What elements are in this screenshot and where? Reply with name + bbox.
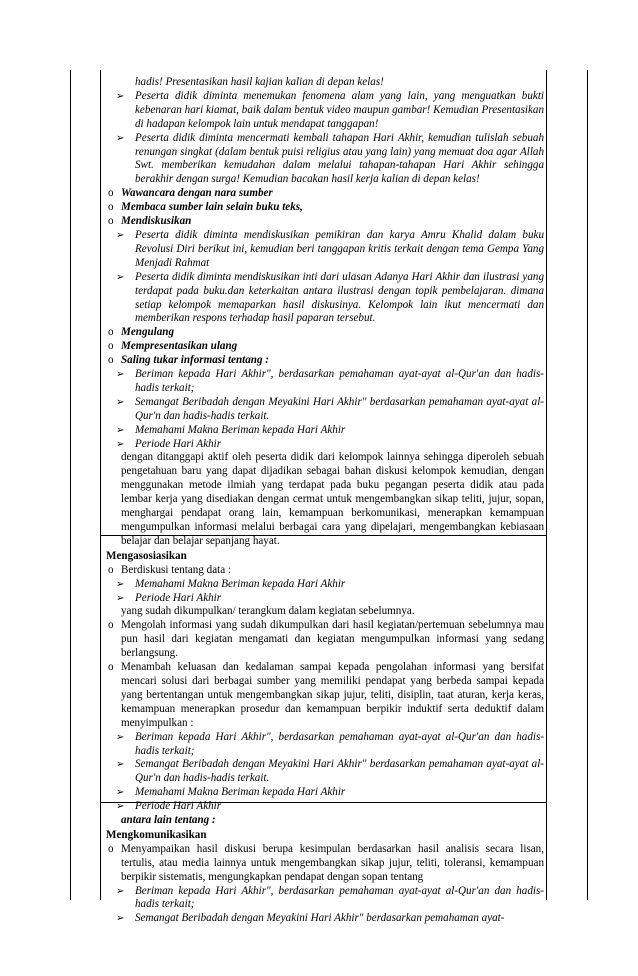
arrow-item: ➢ Peserta didik diminta mendiskusikan pemikiran dan karya Amru Khalid dalam buku Revolusi Diri berikut ini, kemudian beri tanggapan kritis terkait dengan tema Gempa Yang Menjadi Rahmat	[116, 228, 544, 269]
circle-bullet-icon: o	[108, 201, 114, 214]
arrow-bullet-icon: ➢	[116, 438, 125, 450]
arrow-bullet-icon: ➢	[116, 731, 125, 743]
arrow-item: ➢ Beriman kepada Hari Akhir", berdasarkan pemahaman ayat-ayat al-Qur'an dan hadis-hadis terkait;	[116, 730, 544, 757]
arrow-item: ➢ Beriman kepada Hari Akhir", berdasarkan pemahaman ayat-ayat al-Qur'an dan hadis-hadis terkait;	[116, 884, 544, 911]
arrow-item: ➢ Peserta didik diminta mendiskusikan inti dari ulasan Adanya Hari Akhir dan ilustrasi yang terdapat pada buku.dan keterkaitan antara ilustrasi dengan topik pembelajaran. dimana setiap kelompok memaparkan hasil diskusinya. Kelompok lain ikut mencermati dan memberikan respons terhadap hasil paparan tersebut.	[116, 270, 544, 325]
arrow-bullet-icon: ➢	[116, 396, 125, 408]
arrow-bullet-icon: ➢	[116, 424, 125, 436]
circle-bullet-icon: o	[108, 842, 114, 855]
arrow-item: ➢ Periode Hari Akhir	[116, 591, 222, 604]
arrow-item: ➢ Beriman kepada Hari Akhir", berdasarkan pemahaman ayat-ayat al-Qur'an dan hadis-hadis terkait;	[116, 368, 544, 394]
continuation-line: hadis! Presentasikan hasil kajian kalian di depan kelas!	[135, 76, 384, 88]
arrow-bullet-icon: ➢	[116, 229, 125, 241]
arrow-bullet-icon: ➢	[116, 759, 125, 771]
circle-bullet-icon: o	[108, 563, 114, 576]
circle-item: o Menambah keluasan dan kedalaman sampai kepada pengolahan informasi yang bersifat mencari solusi dari berbagai sumber yang memiliki pendapat yang berbeda sampai kepada yang bertentangan untuk mengembangkan sikap jujur, teliti, disiplin, taat aturan, kerja keras, kemampuan menerapkan prosedur dan kemampuan berpikir induktif serta deduktif dalam menyimpulkan :	[108, 661, 544, 729]
circle-bullet-icon: o	[108, 187, 114, 200]
arrow-bullet-icon: ➢	[116, 787, 125, 799]
circle-item: o Mempresentasikan ulang	[108, 340, 238, 353]
arrow-item: ➢ Periode Hari Akhir	[116, 437, 222, 450]
arrow-bullet-icon: ➢	[116, 90, 125, 102]
circle-item: o Wawancara dengan nara sumber	[108, 187, 273, 200]
circle-bullet-icon: o	[108, 215, 114, 228]
arrow-item: ➢ Memahami Makna Beriman kepada Hari Akhir	[116, 423, 346, 436]
circle-bullet-icon: o	[108, 619, 114, 632]
circle-bullet-icon: o	[108, 354, 114, 367]
circle-bullet-icon: o	[108, 326, 114, 339]
arrow-item: ➢ Memahami Makna Beriman kepada Hari Akhir	[116, 786, 346, 799]
arrow-bullet-icon: ➢	[116, 132, 125, 144]
circle-item: o Menyampaikan hasil diskusi berupa kesimpulan berdasarkan hasil analisis secara lisan, tertulis, atau media lainnya untuk mengembangkan sikap jujur, teliti, toleransi, kemampuan berpikir sistematis, mengungkapkan pendapat dengan sopan tentang	[108, 842, 544, 883]
closing-line: antara lain tentang :	[121, 814, 216, 827]
table-right-border	[587, 70, 588, 900]
circle-item: o Berdiskusi tentang data :	[108, 563, 231, 576]
arrow-bullet-icon: ➢	[116, 885, 125, 897]
activity-cell-content	[106, 76, 544, 926]
circle-item: o Mengulang	[108, 326, 175, 339]
arrow-item: ➢ Semangat Beribadah dengan Meyakini Hari Akhir" berdasarkan pemahaman ayat-	[116, 912, 505, 925]
arrow-bullet-icon: ➢	[116, 592, 125, 604]
arrow-item: ➢ Semangat Beribadah dengan Meyakini Hari Akhir" berdasarkan pemahaman ayat-ayat al-Qur'n dan hadis-hadis terkait.	[116, 395, 544, 422]
circle-bullet-icon: o	[108, 340, 114, 353]
data-note: yang sudah dikumpulkan/ terangkum dalam kegiatan sebelumnya.	[121, 605, 415, 618]
arrow-bullet-icon: ➢	[116, 369, 125, 381]
arrow-item: ➢ Peserta didik diminta menemukan fenomena alam yang lain, yang menguatkan bukti kebenaran hari kiamat, baik dalam bentuk video maupun gambar! Kemudian Presentasikan di hadapan kelompok lain untuk mendapat tanggapan!	[116, 89, 544, 130]
arrow-bullet-icon: ➢	[116, 578, 125, 590]
arrow-bullet-icon: ➢	[116, 913, 125, 925]
section-title-mengkomunikasikan: Mengkomunikasikan	[106, 828, 207, 841]
circle-item: o Membaca sumber lain selain buku teks,	[108, 201, 303, 214]
arrow-bullet-icon: ➢	[116, 271, 125, 283]
table-left-border	[70, 70, 71, 900]
tukar-info-paragraph: dengan ditanggapi aktif oleh peserta didik dari kelompok lainnya sehingga diperoleh sebuah pengetahuan baru yang dapat dijadikan sebagai bahan diskusi kelompok kemudian, dengan menggunakan metode ilmiah yang terdapat pada buku pegangan peserta didik atau pada lembar kerja yang disediakan dengan cermat untuk mengembangkan sikap teliti, jujur, sopan, menghargai pendapat orang lain, kemampuan berkomunikasi, menerapkan kemampuan mengumpulkan informasi melalui berbagai cara yang dipelajari, mengembangkan kebiasaan belajar dan belajar sepanjang hayat.	[121, 451, 544, 547]
table-col-divider-2	[546, 70, 547, 900]
arrow-item: ➢ Semangat Beribadah dengan Meyakini Hari Akhir" berdasarkan pemahaman ayat-ayat al-Qur'n dan hadis-hadis terkait.	[116, 758, 544, 785]
section-title-mengasosiasikan: Mengasosiasikan	[106, 549, 187, 562]
table-col-divider-1	[100, 70, 101, 900]
arrow-bullet-icon: ➢	[116, 801, 125, 813]
arrow-item: ➢ Memahami Makna Beriman kepada Hari Akhir	[116, 577, 346, 590]
circle-item: o Mendiskusikan	[108, 215, 192, 228]
circle-item: o Saling tukar informasi tentang :	[108, 354, 269, 367]
circle-bullet-icon: o	[108, 661, 114, 674]
circle-item: o Mengolah informasi yang sudah dikumpulkan dari hasil kegiatan/pertemuan sebelumnya mau pun hasil dari kegiatan mengamati dan kegiatan mengumpulkan informasi yang sedang berlangsung.	[108, 619, 544, 660]
arrow-item: ➢ Peserta didik diminta mencermati kembali tahapan Hari Akhir, kemudian tulislah sebuah renungan singkat (dalam bentuk puisi religius atau yang lain) yang memuat doa agar Allah Swt. memberikan kemudahan dalam melalui tahapan-tahapan Hari Akhir sehingga berakhir dengan surga! Kemudian bacakan hasil kerja kalian di depan kelas!	[116, 131, 544, 186]
arrow-item: ➢ Periode Hari Akhir	[116, 800, 222, 813]
